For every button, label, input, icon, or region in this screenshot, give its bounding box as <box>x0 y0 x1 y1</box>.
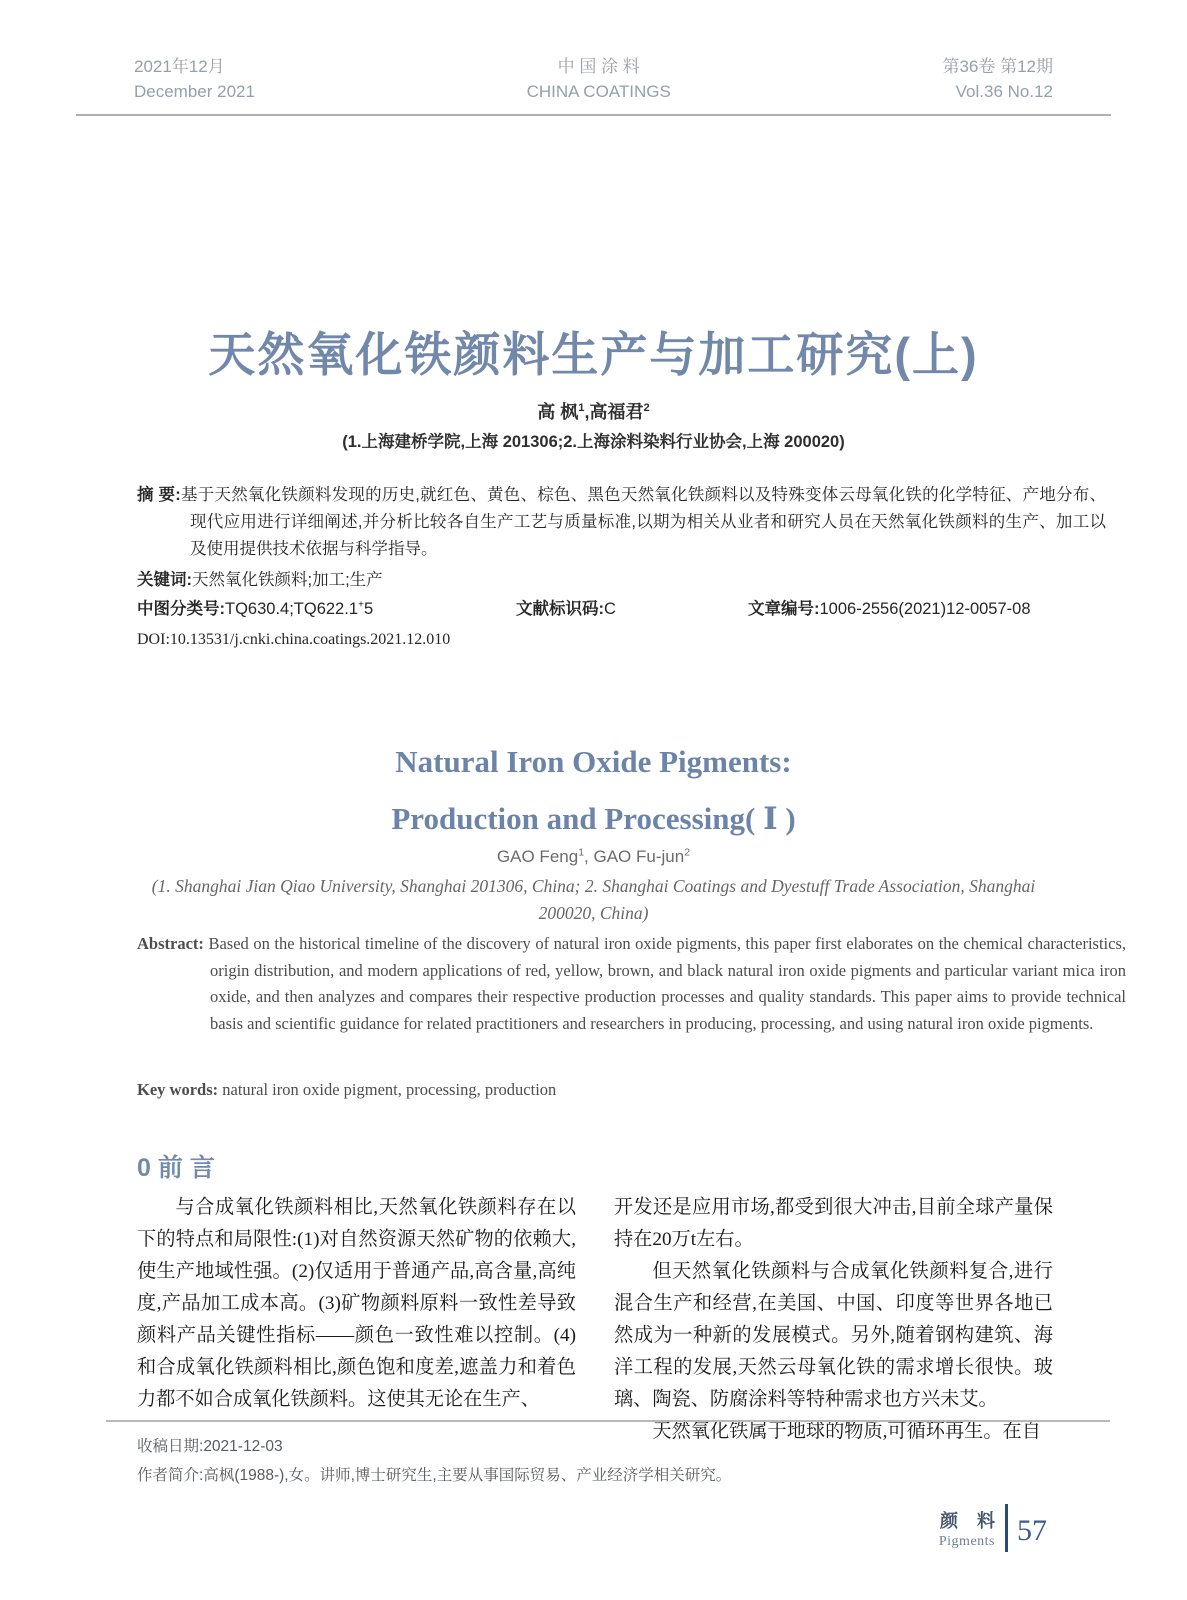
volume-issue-cn: 第36卷 第12期 <box>942 57 1053 76</box>
document-code <box>516 596 616 623</box>
author-en-name-1: GAO Feng <box>496 847 579 866</box>
abstract-en-label: Abstract: <box>137 934 204 953</box>
header-issue-date <box>134 54 255 104</box>
journal-header <box>76 54 1111 116</box>
article-number-label: 文章编号: <box>748 600 820 618</box>
article-title-en <box>0 733 1187 847</box>
author-superscript-2: 2 <box>643 402 650 414</box>
keywords-cn-label: 关键词: <box>137 571 192 589</box>
article-number-value: 1006-2556(2021)12-0057-08 <box>819 600 1031 618</box>
affiliation-cn: (1.上海建桥学院,上海 201306;2.上海涂料染料行业协会,上海 200020) <box>342 433 845 451</box>
authors-cn-line <box>0 398 1187 424</box>
footnote-received <box>137 1432 731 1461</box>
clc-label: 中图分类号: <box>137 600 225 618</box>
abstract-cn <box>137 482 1106 563</box>
keywords-cn-text: 天然氧化铁颜料;加工;生产 <box>192 571 383 589</box>
header-journal-name <box>527 54 671 104</box>
column-right <box>614 1192 1053 1448</box>
paragraph: 但天然氧化铁颜料与合成氧化铁颜料复合,进行混合生产和经营,在美国、中国、印度等世界各地已然成为一种新的发展模式。另外,随着钢构建筑、海洋工程的发展,天然云母氧化铁的需求增长很快。玻璃、陶瓷、防腐涂料等特种需求也方兴未艾。 <box>614 1261 1053 1410</box>
author-en-superscript-1: 1 <box>578 846 585 859</box>
journal-name-cn: 中 国 涂 料 <box>557 57 640 76</box>
section-heading-preface: 0 前 言 <box>137 1154 215 1182</box>
footnote-received-value: 2021-12-03 <box>203 1438 283 1455</box>
header-volume-issue <box>942 54 1053 104</box>
keywords-en-label: Key words: <box>137 1080 219 1099</box>
footnote-bio-value: 高枫(1988-),女。讲师,博士研究生,主要从事国际贸易、产业经济学相关研究。 <box>203 1467 732 1484</box>
footer-section-cn: 颜 料 <box>939 1510 1002 1531</box>
header-date-cn: 2021年12月 <box>134 57 225 76</box>
keywords-en-text: natural iron oxide pigment, processing, production <box>218 1080 557 1099</box>
article-number <box>748 596 1031 623</box>
doi-line: DOI:10.13531/j.cnki.china.coatings.2021.12.010 <box>137 631 451 648</box>
abstract-cn-label: 摘 要: <box>137 486 181 504</box>
body-columns <box>137 1192 1053 1448</box>
keywords-en <box>137 1076 1053 1103</box>
document-code-value: C <box>604 600 616 618</box>
footnote-received-label: 收稿日期: <box>137 1438 204 1455</box>
affiliation-en-line1: (1. Shanghai Jian Qiao University, Shanghai 201306, China; 2. Shanghai Coatings and Dyestuff Trade Association, Shanghai <box>151 876 1036 896</box>
paragraph: 天然氧化铁属于地球的物质,可循环再生。在自 <box>652 1421 1041 1442</box>
header-date-en: December 2021 <box>134 82 255 101</box>
journal-name-en: CHINA COATINGS <box>526 82 671 101</box>
author-en-separator: , <box>584 847 594 866</box>
footer-section <box>938 1507 1002 1550</box>
author-name-2: 高福君 <box>589 402 644 422</box>
author-separator: , <box>584 402 590 422</box>
keywords-cn <box>137 567 1053 594</box>
author-en-superscript-2: 2 <box>684 846 691 859</box>
clc-value: TQ630.4;TQ622.1 <box>225 600 358 618</box>
volume-issue-en: Vol.36 No.12 <box>955 82 1053 101</box>
clc-number <box>137 596 373 623</box>
page-footer <box>939 1504 1047 1552</box>
author-superscript-1: 1 <box>578 402 585 414</box>
clc-tail: 5 <box>363 600 374 618</box>
affiliation-en-line2: 200020, China) <box>538 903 649 923</box>
footnote-author-bio <box>137 1461 731 1490</box>
page-number: 57 <box>1017 1514 1047 1547</box>
abstract-en-text: Based on the historical timeline of the discovery of natural iron oxide pigments, this paper first elaborates on the chemical characteristics, origin distribution, and modern applications of red, yellow, brown, and black natural iron oxide pigments and particular variant mica iron oxide, and then analyzes and compares their respective production processes and quality standards. This paper aims to provide technical basis and scientific guidance for related practitioners and researchers in producing, processing, and using natural iron oxide pigments. <box>203 934 1126 1033</box>
author-name-1: 高 枫 <box>537 402 579 422</box>
footer-divider-bar <box>1005 1504 1008 1552</box>
abstract-en <box>137 931 1126 1037</box>
authors-en-line <box>0 847 1187 867</box>
affiliation-en <box>0 873 1187 927</box>
paragraph: 开发还是应用市场,都受到很大冲击,目前全球产量保持在20万t左右。 <box>614 1197 1053 1250</box>
footnotes <box>137 1432 731 1490</box>
abstract-cn-text: 基于天然氧化铁颜料发现的历史,就红色、黄色、棕色、黑色天然氧化铁颜料以及特殊变体云母氧化铁的化学特征、产地分布、现代应用进行详细阐述,并分析比较各自生产工艺与质量标准,以期为相关从业者和研究人员在天然氧化铁颜料的生产、加工以及使用提供技术依据与科学指导。 <box>180 486 1106 558</box>
author-en-name-2: GAO Fu-jun <box>593 847 685 866</box>
article-title-en-line1: Natural Iron Oxide Pigments: <box>395 744 792 779</box>
document-code-label: 文献标识码: <box>516 600 604 618</box>
footnote-divider <box>106 1420 1110 1422</box>
footnote-bio-label: 作者简介: <box>137 1467 204 1484</box>
paragraph: 与合成氧化铁颜料相比,天然氧化铁颜料存在以下的特点和局限性:(1)对自然资源天然矿物的依赖大,使生产地域性强。(2)仅适用于普通产品,高含量,高纯度,产品加工成本高。(3)矿物颜料原料一致性差导致颜料产品关键性指标——颜色一致性难以控制。(4)和合成氧化铁颜料相比,颜色饱和度差,遮盖力和着色力都不如合成氧化铁颜料。这使其无论在生产、 <box>137 1197 576 1410</box>
column-left <box>137 1192 576 1448</box>
article-title-cn: 天然氧化铁颜料生产与加工研究(上) <box>208 328 979 381</box>
classification-line <box>137 596 1053 623</box>
article-title-en-line2: Production and Processing( Ⅰ ) <box>391 801 796 836</box>
clc-superscript: + <box>358 599 364 611</box>
footer-section-en: Pigments <box>938 1533 995 1549</box>
